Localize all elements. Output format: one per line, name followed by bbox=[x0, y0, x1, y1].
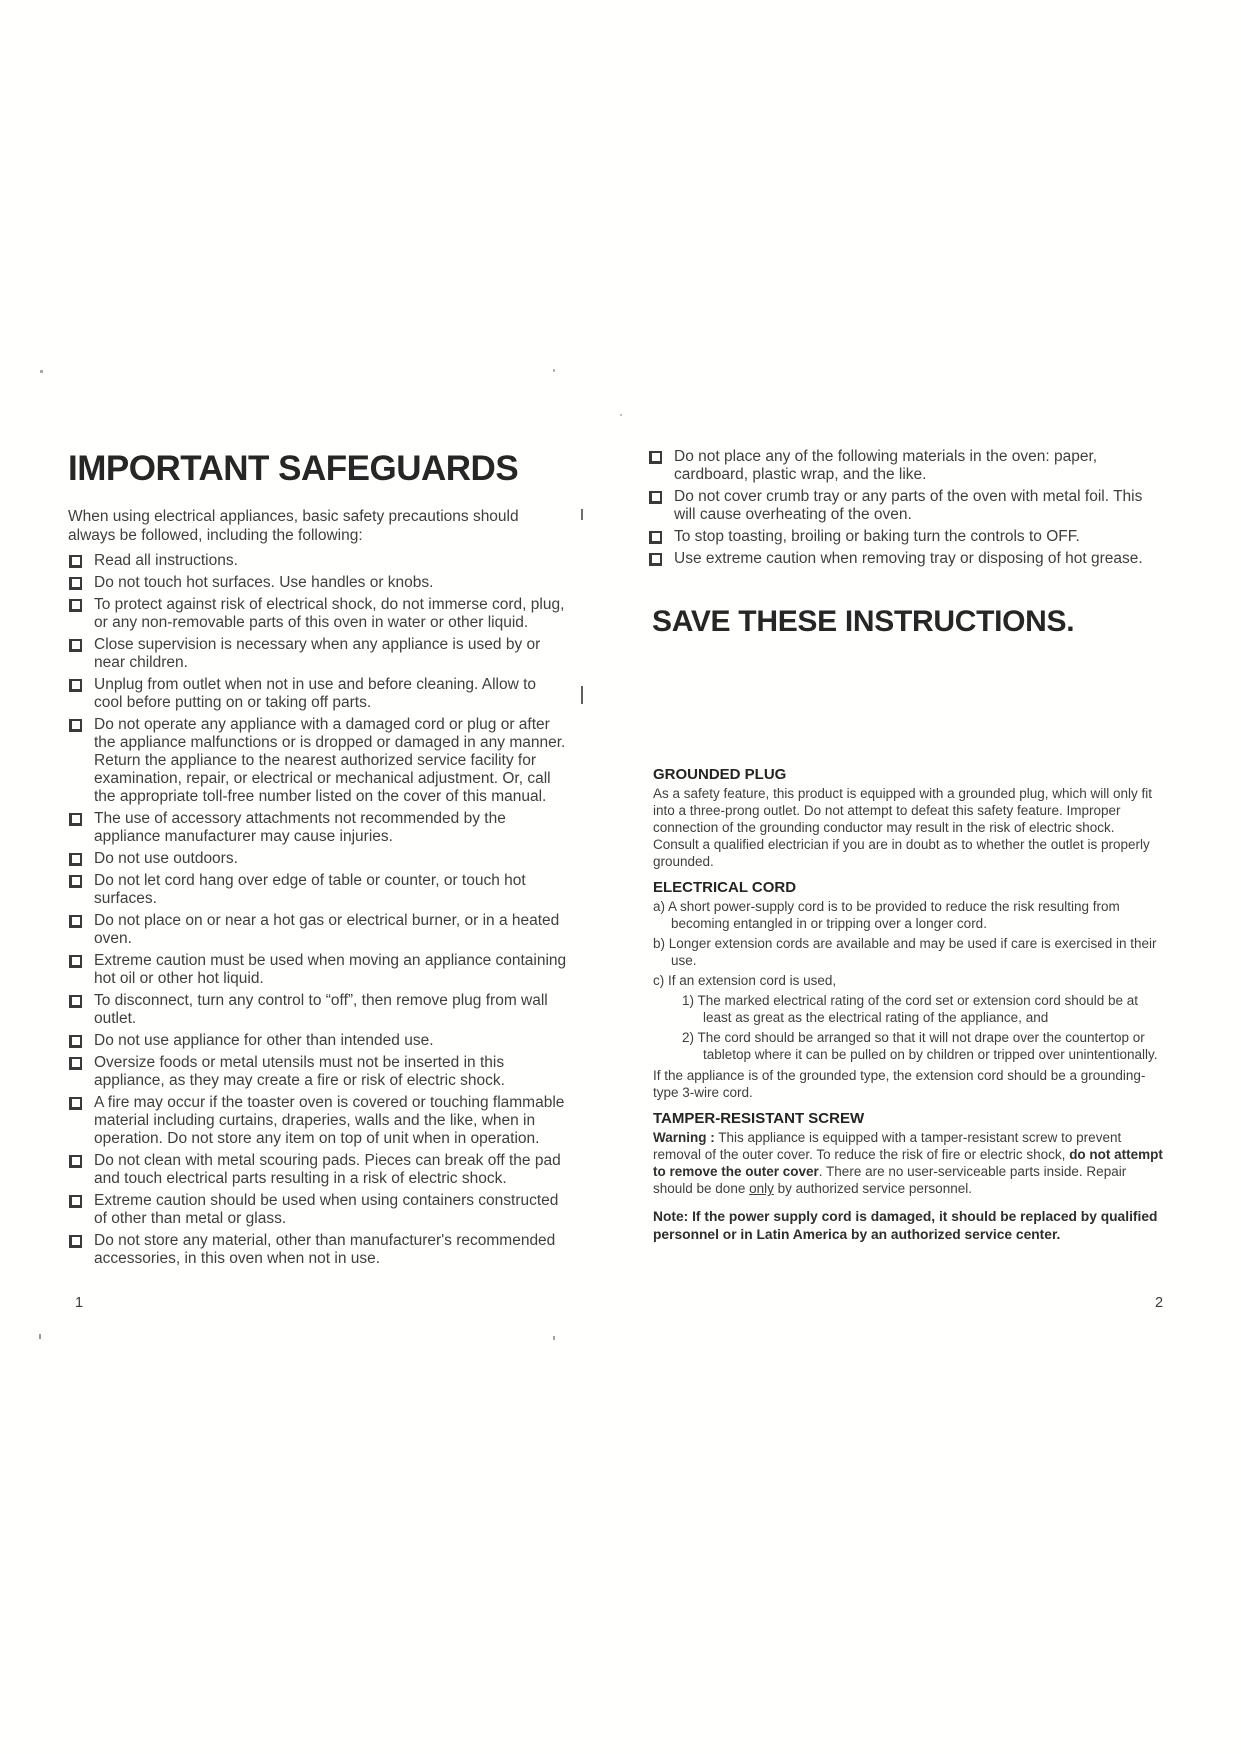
safeguard-text: Close supervision is necessary when any appliance is used by or near children. bbox=[94, 636, 541, 671]
safeguard-item bbox=[68, 716, 568, 806]
safeguard-item bbox=[648, 488, 1164, 524]
electrical-cord-item-c1 bbox=[682, 992, 1164, 1026]
safeguard-text: Do not store any material, other than manufacturer's recommended accessories, in this oven when not in use. bbox=[94, 1232, 556, 1267]
safeguard-text: Oversize foods or metal utensils must not be inserted in this appliance, as they may create a fire or risk of electric shock. bbox=[94, 1054, 505, 1089]
checkbox-square-icon bbox=[649, 553, 662, 566]
safeguard-item bbox=[68, 596, 568, 632]
safeguard-item bbox=[68, 574, 568, 592]
grounded-plug-heading: GROUNDED PLUG bbox=[653, 766, 787, 783]
safeguard-item bbox=[68, 1054, 568, 1090]
safeguard-item bbox=[68, 676, 568, 712]
warning-label: Warning : bbox=[653, 1130, 715, 1145]
electrical-cord-heading: ELECTRICAL CORD bbox=[653, 879, 797, 896]
electrical-cord-item-c bbox=[653, 972, 1164, 989]
checkbox-square-icon bbox=[69, 679, 82, 692]
item-label: 2) bbox=[682, 1030, 695, 1045]
safeguard-item bbox=[68, 952, 568, 988]
safeguard-text: Do not cover crumb tray or any parts of the oven with metal foil. This will cause overheating of the oven. bbox=[674, 488, 1143, 523]
scan-artifact bbox=[40, 370, 43, 373]
safeguard-item bbox=[68, 992, 568, 1028]
safeguard-item bbox=[648, 528, 1164, 546]
right-page-column bbox=[648, 448, 1164, 1252]
tamper-screw-heading: TAMPER-RESISTANT SCREW bbox=[653, 1110, 865, 1127]
checkbox-square-icon bbox=[69, 1057, 82, 1070]
safeguard-item bbox=[68, 1032, 568, 1050]
safeguard-item bbox=[68, 912, 568, 948]
safeguard-item bbox=[68, 1152, 568, 1188]
electrical-cord-item-c2 bbox=[682, 1029, 1164, 1063]
safeguard-text: Use extreme caution when removing tray or disposing of hot grease. bbox=[674, 550, 1143, 567]
grounded-plug-body: As a safety feature, this product is equipped with a grounded plug, which will only fit into a three-prong outlet. Do not attempt to defeat this safety feature. Improper connection of the grounding conductor may result in the risk of electric shock. Consult a qualified electrician if you are in doubt as to whether the outlet is properly grounded. bbox=[653, 786, 1153, 869]
grounded-plug-section bbox=[653, 766, 1164, 870]
item-label: b) bbox=[653, 936, 666, 951]
safeguard-text: To disconnect, turn any control to “off”, then remove plug from wall outlet. bbox=[94, 992, 548, 1027]
electrical-cord-footer: If the appliance is of the grounded type, the extension cord should be a grounding-type 3-wire cord. bbox=[653, 1068, 1146, 1100]
bold-phrase: do not attempt to remove the outer cover bbox=[653, 1147, 1163, 1179]
checkbox-square-icon bbox=[69, 1035, 82, 1048]
electrical-cord-item-b bbox=[653, 935, 1164, 969]
safeguard-item bbox=[68, 636, 568, 672]
page-number-right: 2 bbox=[1155, 1295, 1164, 1311]
tamper-screw-section bbox=[653, 1110, 1164, 1243]
checkbox-square-icon bbox=[69, 813, 82, 826]
safeguard-text: Do not use outdoors. bbox=[94, 850, 238, 867]
intro-paragraph: When using electrical appliances, basic safety precautions should always be followed, including the following: bbox=[68, 508, 519, 544]
item-text: Longer extension cords are available and may be used if care is exercised in their use. bbox=[668, 936, 1157, 968]
safeguard-text: To stop toasting, broiling or baking turn the controls to OFF. bbox=[674, 528, 1080, 545]
tamper-screw-body bbox=[653, 1129, 1164, 1197]
safeguard-text: Extreme caution must be used when moving an appliance containing hot oil or other hot liquid. bbox=[94, 952, 567, 987]
checkbox-square-icon bbox=[69, 955, 82, 968]
checkbox-square-icon bbox=[69, 1195, 82, 1208]
checkbox-square-icon bbox=[69, 555, 82, 568]
safeguard-text: Read all instructions. bbox=[94, 552, 238, 569]
safeguards-list bbox=[68, 552, 568, 1268]
item-text: A short power-supply cord is to be provided to reduce the risk resulting from becoming entangled in or tripping over a longer cord. bbox=[668, 899, 1120, 931]
safeguard-item bbox=[68, 1232, 568, 1268]
checkbox-square-icon bbox=[69, 577, 82, 590]
safeguard-text: Do not touch hot surfaces. Use handles or knobs. bbox=[94, 574, 434, 591]
safeguard-text: Do not clean with metal scouring pads. Pieces can break off the pad and touch electrical parts resulting in a risk of electric shock. bbox=[94, 1152, 561, 1187]
safeguard-item bbox=[68, 810, 568, 846]
checkbox-square-icon bbox=[69, 853, 82, 866]
safeguard-item bbox=[648, 550, 1164, 568]
safeguard-text: Do not place on or near a hot gas or electrical burner, or in a heated oven. bbox=[94, 912, 560, 947]
checkbox-square-icon bbox=[69, 639, 82, 652]
save-instructions-title: SAVE THESE INSTRUCTIONS. bbox=[652, 605, 1075, 638]
safeguard-text: Do not let cord hang over edge of table or counter, or touch hot surfaces. bbox=[94, 872, 526, 907]
scan-artifact bbox=[553, 1336, 555, 1340]
electrical-cord-section bbox=[653, 879, 1164, 1101]
checkbox-square-icon bbox=[69, 1155, 82, 1168]
checkbox-square-icon bbox=[649, 451, 662, 464]
safeguard-item bbox=[68, 1192, 568, 1228]
checkbox-square-icon bbox=[69, 915, 82, 928]
safeguard-text: To protect against risk of electrical shock, do not immerse cord, plug, or any non-removable parts of this oven in water or other liquid. bbox=[94, 596, 565, 631]
checkbox-square-icon bbox=[69, 875, 82, 888]
body-text: by authorized service personnel. bbox=[773, 1181, 972, 1196]
item-label: c) bbox=[653, 973, 665, 988]
safeguard-text: Do not place any of the following materials in the oven: paper, cardboard, plastic wrap, and the like. bbox=[674, 448, 1098, 483]
safeguard-text: Unplug from outlet when not in use and before cleaning. Allow to cool before putting on or taking off parts. bbox=[94, 676, 537, 711]
scan-artifact bbox=[581, 686, 583, 704]
safeguard-item bbox=[68, 552, 568, 570]
checkbox-square-icon bbox=[69, 995, 82, 1008]
checkbox-square-icon bbox=[69, 719, 82, 732]
safeguard-text: A fire may occur if the toaster oven is covered or touching flammable material including curtains, draperies, walls and the like, when in operation. Do not store any item on top of unit when in operation. bbox=[94, 1094, 565, 1147]
checkbox-square-icon bbox=[69, 599, 82, 612]
page-number-left: 1 bbox=[75, 1295, 84, 1311]
scan-artifact bbox=[581, 509, 583, 520]
safeguard-item bbox=[648, 448, 1164, 484]
checkbox-square-icon bbox=[649, 531, 662, 544]
checkbox-square-icon bbox=[69, 1097, 82, 1110]
checkbox-square-icon bbox=[69, 1235, 82, 1248]
item-text: The marked electrical rating of the cord set or extension cord should be at least as great as the electrical rating of the appliance, and bbox=[697, 993, 1139, 1025]
left-page-column bbox=[68, 448, 568, 1272]
scan-artifact bbox=[620, 414, 622, 416]
item-text: If an extension cord is used, bbox=[668, 973, 837, 988]
note-paragraph: Note: If the power supply cord is damaged, it should be replaced by qualified personnel or in Latin America by an authorized service center. bbox=[653, 1209, 1158, 1242]
safeguard-text: Do not operate any appliance with a damaged cord or plug or after the appliance malfunctions or is dropped or damaged in any manner. Return the appliance to the nearest authorized service facility for examination, repair, or electrical or mechanical adjustment. Or, call the appropriate toll-free number listed on the cover of this manual. bbox=[94, 716, 566, 805]
important-safeguards-title: IMPORTANT SAFEGUARDS bbox=[68, 449, 519, 488]
body-text: . There are no user-serviceable parts inside. Repair should be done bbox=[653, 1164, 1127, 1196]
checkbox-square-icon bbox=[649, 491, 662, 504]
underlined-word: only bbox=[749, 1181, 774, 1196]
scan-artifact bbox=[553, 369, 555, 372]
body-text: This appliance is equipped with a tamper-resistant screw to prevent removal of the outer cover. To reduce the risk of fire or electric shock, bbox=[653, 1130, 1122, 1162]
safeguard-text: Extreme caution should be used when using containers constructed of other than metal or glass. bbox=[94, 1192, 559, 1227]
technical-sections bbox=[653, 766, 1164, 1243]
item-text: The cord should be arranged so that it will not drape over the countertop or tabletop where it can be pulled on by children or tripped over unintentionally. bbox=[697, 1030, 1158, 1062]
safeguard-item bbox=[68, 1094, 568, 1148]
safeguards-list-continued bbox=[648, 448, 1164, 568]
electrical-cord-item-a bbox=[653, 898, 1164, 932]
safeguard-text: The use of accessory attachments not recommended by the appliance manufacturer may cause injuries. bbox=[94, 810, 506, 845]
safeguard-item bbox=[68, 850, 568, 868]
item-label: a) bbox=[653, 899, 666, 914]
safeguard-item bbox=[68, 872, 568, 908]
scan-artifact bbox=[39, 1334, 41, 1339]
safeguard-text: Do not use appliance for other than intended use. bbox=[94, 1032, 434, 1049]
item-label: 1) bbox=[682, 993, 695, 1008]
